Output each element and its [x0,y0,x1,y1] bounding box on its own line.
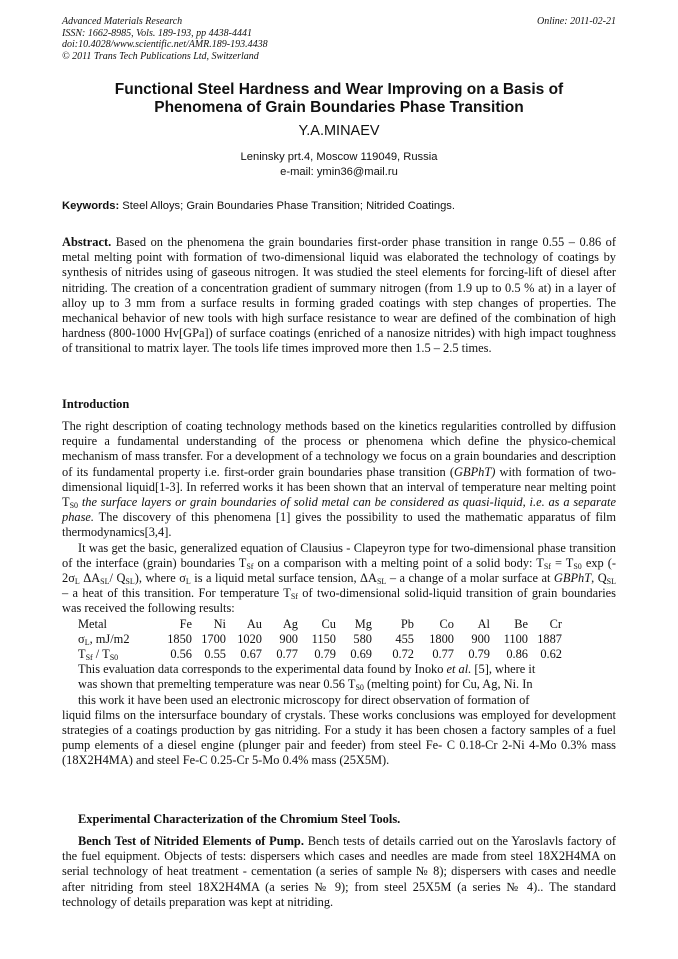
table-cell: 0.77 [432,647,454,662]
eval-line: This evaluation data corresponds to the experimental data found by Inoko et al. [5], where it [78,662,536,677]
table-cell: 900 [279,631,298,646]
table-cell: 0.67 [240,647,262,662]
table-cell: 1850 [167,631,192,646]
table-header-row [78,617,562,632]
table-row-label: $T_{Sf} / T_{S0}$ [78,647,119,663]
table-cell: Ag [282,616,298,631]
table-cell: 0.69 [350,647,372,662]
doi: doi:10.4028/www.scientific.net/AMR.189-193.4438 [62,39,268,50]
table-cell: Co [439,616,454,631]
keywords-label: Keywords: [62,200,120,212]
online-date: Online: 2011-02-21 [537,16,616,27]
table-cell: 0.56 [170,647,192,662]
bench-paragraph: Bench Test of Nitrided Elements of Pump. Bench tests of details carried out on the Yaroslavls factory of the fuel equipment. Objects of tests: dispersers which cases and needles are made from steel 18X2H4MA on serial technology of heat treatment - cementation (a series of sample № 8); dispersers with cases and needle after nitriding from steel 18X2H4MA (a series № 9); from steel 25X5M (a series № 4).. The standard technology of details preparation was kept at nitriding. [62,834,616,909]
table-cell: 0.62 [540,647,562,662]
table-cell: Be [514,616,528,631]
journal-name: Advanced Materials Research [62,16,183,27]
table-row [78,647,562,662]
melting-data-table [78,617,562,663]
table-cell: Fe [179,616,192,631]
paper-title [62,81,616,117]
table-cell: 900 [471,631,490,646]
abstract [62,235,616,357]
intro-paragraph-1: The right description of coating technology methods based on the kinetics regularities controlled by diffusion require a fundamental understanding of the process or phenomena which define the physico-chemical mechanism of mass transfer. For a development of a technology we focus on a grain boundaries and description of its fundamental property i.e. first-order grain boundaries phase transition (GBPhT) with formation of two-dimensional liquid[1-3]. In referred works it has been shown that an interval of temperature near melting point $T_{S0}$ the surface layers or grain boundaries of solid metal can be considered as quasi-liquid, i.e. as a separate phase. The discovery of this phenomena [1] gives the possibility to used the mathematic apparatus of film thermodynamics[3,4]. [62,419,616,540]
abstract-text: Based on the phenomena the grain boundaries first-order phase transition in range 0.55 – 0.86 of metal melting point with formation of two-dimensional liquid was elaborated the technology of coatings by synthesis of nitrides using of gaseous nitrogen. It was studied the steel elements for forcing-lift of diesel after nitriding. The creation of a concentration gradient of summary nitrogen (from 1.9 up to 0.5 % at) in a layer of alloy up to 3 mm from a surface results in forming graded coatings with step changes of properties. The mechanical behavior of new tools with high surface resistance to wear are defined of the combination of high hardness (800-1000 Hv[GPa]) of surface coatings (enriched of a nanosize nitrides) with high impact toughness of transitional to matrix layer. The tools life times improved more then 1.5 – 2.5 times. [62,235,616,356]
table-row [78,632,562,647]
journal-header [62,16,268,62]
experimental-heading: Experimental Characterization of the Chromium Steel Tools. [78,812,401,826]
table-cell: 1887 [537,631,562,646]
table-cell: 0.72 [392,647,414,662]
table-cell: 1100 [503,631,528,646]
abstract-label: Abstract. [62,235,112,249]
author: Y.A.MINAEV [298,123,380,139]
intro-heading: Introduction [62,397,130,411]
table-cell: 0.55 [204,647,226,662]
table-cell: Pb [400,616,414,631]
table-row-label: Metal [78,616,107,631]
table-cell: 1800 [429,631,454,646]
copyright: © 2011 Trans Tech Publications Ltd, Switzerland [62,50,259,62]
table-cell: 0.86 [506,647,528,662]
table-cell: 0.79 [468,647,490,662]
table-cell: 0.77 [276,647,298,662]
issn: ISSN: 1662-8985, Vols. 189-193, pp 4438-4441 [62,27,252,39]
affiliation [62,150,616,179]
email: e-mail: ymin36@mail.ru [280,165,398,178]
table-cell: 455 [395,631,414,646]
bench-section [62,834,616,910]
keywords [62,200,455,212]
evaluation-lines [62,662,616,708]
eval-paragraph: liquid films on the intersurface boundary of crystals. These works conclusions was employed for development strategies of a coatings production by gas nitriding. For a study it has been chosen a factory samples of a fuel pump elements of a diesel engine (plunger pair and feeder) from steel Fe- C 0.18-Cr 2-Ni 4-Mo 0.3% mass (18X2H4MA) and steel Fe-C 0.25-Cr 5-Mo 0.4% mass (25X5M). [62,707,616,768]
table-cell: 1700 [201,631,226,646]
table-cell: 1020 [237,631,262,646]
eval-line: this work it have been used an electronic microscopy for direct observation of formation of [78,692,530,707]
table-cell: Al [477,616,490,631]
title-line-2: Phenomena of Grain Boundaries Phase Transition [154,99,524,116]
title-line-1: Functional Steel Hardness and Wear Improving on a Basis of [114,81,564,98]
table-cell: Cu [321,616,336,631]
table-cell: 1150 [311,631,336,646]
intro-section [62,419,616,769]
intro-paragraph-2: It was get the basic, generalized equation of Clausius - Clapeyron type for two-dimensional phase transition of the interface (grain) boundaries $T_{Sf}$ on a comparison with a melting point of a solid body: $T_{Sf} = T_{S0}$ exp (- $2\sigma_L$ $\Delta A_{SL}/$ $Q_{SL}$), where $\sigma_L$ is a liquid metal surface tension, $\Delta A_{SL}$ – a change of a molar surface at GBPhT, $Q_{SL}$ – a heat of this transition. For temperature $T_{Sf}$ of two-dimensional solid-liquid transition of grain boundaries was received the following results: [62,540,616,616]
table-cell: Ni [213,616,226,631]
table-cell: 580 [353,631,372,646]
bench-label: Bench Test of Nitrided Elements of Pump. [78,834,304,848]
table-cell: Au [246,616,262,631]
keywords-text: Steel Alloys; Grain Boundaries Phase Transition; Nitrided Coatings. [119,200,456,212]
eval-line: was shown that premelting temperature was near 0.56 $T_{S0}$ (melting point) for Cu, Ag, Ni. In [78,677,533,693]
table-cell: 0.79 [314,647,336,662]
table-row-label: $\sigma_L$, mJ/m2 [78,631,130,647]
table-cell: Mg [354,616,372,631]
table-cell: Cr [549,616,562,631]
address: Leninsky prt.4, Moscow 119049, Russia [240,151,438,163]
